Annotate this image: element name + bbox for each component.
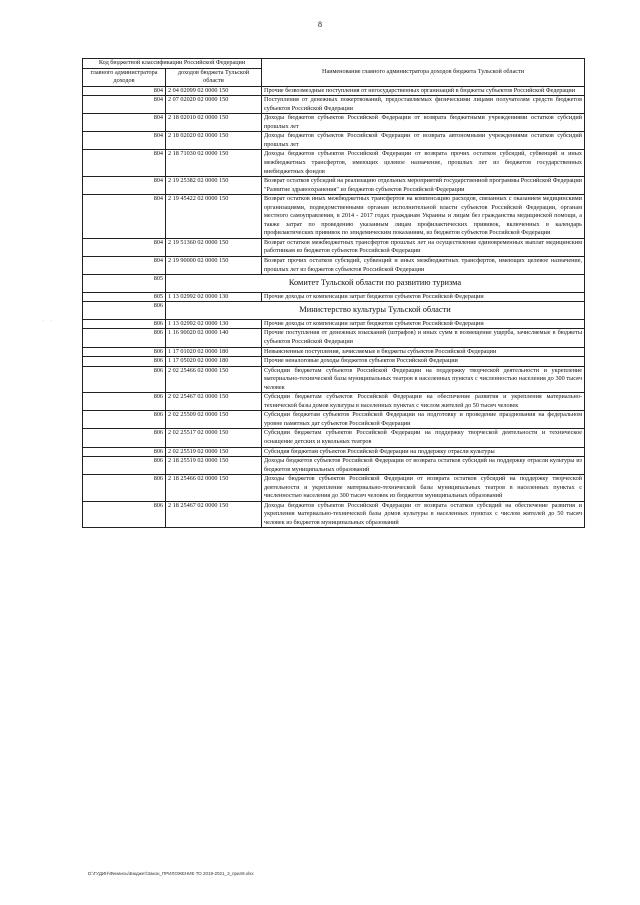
description-cell: Возврат остатков субсидий на реализацию отдельных мероприятий государственной программы Российской Федерации "Развитие здравоохранения" из бюджетов субъектов Российской Федерации [262,177,585,195]
description-cell: Возврат прочих остатков субсидий, субвенций и иных межбюджетных трансфертов, имеющих целевое назначение, прошлых лет из бюджетов субъектов Российской Федерации [262,257,585,275]
table-row [83,429,585,447]
admin-code-cell: 806 [83,329,166,347]
table-row [83,150,585,177]
revenue-table [82,58,585,528]
admin-code-cell: 804 [83,195,166,239]
description-cell: Прочие поступления от денежных взысканий (штрафов) и иных сумм в возмещение ущерба, зачисляемые в бюджеты субъектов Российской Федерации [262,329,585,347]
income-code-cell: 2 02 25467 02 0000 150 [166,393,262,411]
description-cell: Субсидия бюджетам субъектов Российской Федерации на поддержку отрасли культуры [262,447,585,457]
income-code-cell: 2 19 51360 02 0000 150 [166,238,262,256]
table-row [83,411,585,429]
description-cell: Доходы бюджетов субъектов Российской Федерации от возврата прочих остатков субсидий, субвенций и иных межбюджетных трансфертов, имеющих целевое назначение, прошлых лет из бюджетов государственных внебюджетных фондов [262,150,585,177]
income-code-cell: 2 07 02020 02 0000 150 [166,96,262,114]
description-cell: Доходы бюджетов субъектов Российской Федерации от возврата остатков субсидий на обеспечение развития и укрепления материально-технической базы домов культуры в населенных пунктах с числом жителей до 50 тысяч человек из бюджетов муниципальных образований [262,501,585,528]
income-code-cell: 2 02 25466 02 0000 150 [166,366,262,393]
section-row [83,275,585,293]
income-code-cell: 1 16 90020 02 0000 140 [166,329,262,347]
admin-code-cell: 804 [83,238,166,256]
page-number: 8 [318,20,322,29]
income-code-cell: 1 17 05020 02 0000 180 [166,357,262,367]
table-body [83,86,585,528]
income-code-cell: 2 19 45422 02 0000 150 [166,195,262,239]
description-cell: Поступления от денежных пожертвований, предоставляемых физическими лицами получателям средств бюджетов субъектов Российской Федерации [262,96,585,114]
income-code-cell: 2 18 25519 02 0000 150 [166,457,262,475]
admin-code-cell: 804 [83,96,166,114]
margin-marks: · · [42,318,52,324]
admin-code-cell: 804 [83,114,166,132]
admin-code-cell: 806 [83,357,166,367]
table-row [83,447,585,457]
income-code-cell: 2 18 25466 02 0000 150 [166,475,262,502]
table-row [83,86,585,96]
income-code-cell: 1 13 02992 02 0000 130 [166,319,262,329]
file-path-footer: D:\ГУДИН\Финансы\Бюджет\Закон_ПРИЛОЖЕНИЕ ТО 2019-2021_3_прил8.xlsx [88,871,254,876]
description-cell: Возврат остатков иных межбюджетных трансфертов на компенсацию расходов, связанных с оказанием медицинскими организациями, подведомственными органам исполнительной власти субъектов Российской Федерации, органам местного самоуправления, в 2014 - 2017 годах гражданам Украины и лицам без гражданства медицинской помощи, а также затрат по проведению указанным лицам профилактических прививок, включенных в календарь профилактических прививок по эпидемическим показаниям, из бюджетов субъектов Российской Федерации [262,195,585,239]
description-cell: Субсидии бюджетам субъектов Российской Федерации на подготовку и проведение празднования на федеральном уровне памятных дат субъектов Российской Федерации [262,411,585,429]
description-cell: Доходы бюджетов субъектов Российской Федерации от возврата остатков субсидий на поддержку отрасли культуры из бюджетов муниципальных образований [262,457,585,475]
admin-code-cell: 806 [83,319,166,329]
income-code-cell: 2 19 90000 02 0000 150 [166,257,262,275]
admin-code-cell: 804 [83,150,166,177]
description-cell: Прочие неналоговые доходы бюджетов субъектов Российской Федерации [262,357,585,367]
table-row [83,319,585,329]
table-row [83,329,585,347]
description-cell: Прочие доходы от компенсации затрат бюджетов субъектов Российской Федерации [262,319,585,329]
admin-code-cell: 806 [83,501,166,528]
table-row [83,114,585,132]
description-cell: Субсидии бюджетам субъектов Российской Федерации на поддержку творческой деятельности и техническое оснащение детских и кукольных театров [262,429,585,447]
income-code-cell: 1 17 01020 02 0000 180 [166,347,262,357]
income-code-cell: 2 18 02010 02 0000 150 [166,114,262,132]
admin-code-cell: 806 [83,366,166,393]
admin-code-cell: 806 [83,411,166,429]
table-row [83,357,585,367]
admin-code-cell: 804 [83,177,166,195]
income-code-cell: 2 19 25382 02 0000 150 [166,177,262,195]
header-budget-code: Код бюджетной классификации Российской Федерации [83,59,262,69]
table-row [83,501,585,528]
income-code-cell: 2 02 25509 02 0000 150 [166,411,262,429]
table-row [83,347,585,357]
description-cell: Субсидии бюджетам субъектов Российской Федерации на поддержку творческой деятельности и укрепление материально-технической базы муниципальных театров в населенных пунктах с численностью населения до 300 тысяч человек [262,366,585,393]
income-code-cell: 2 02 25519 02 0000 150 [166,447,262,457]
admin-code-cell: 806 [83,457,166,475]
admin-code-cell: 806 [83,447,166,457]
section-row [83,302,585,320]
admin-code-cell: 805 [83,292,166,302]
admin-code-cell: 806 [83,475,166,502]
description-cell: Доходы бюджетов субъектов Российской Федерации от возврата автономными учреждениями остатков субсидий прошлых лет [262,132,585,150]
description-cell: Доходы бюджетов субъектов Российской Федерации от возврата бюджетными учреждениями остатков субсидий прошлых лет [262,114,585,132]
table-row [83,195,585,239]
table-row [83,238,585,256]
description-cell: Невыясненные поступления, зачисляемые в бюджеты субъектов Российской Федерации [262,347,585,357]
table-row [83,475,585,502]
header-income-code: доходов бюджета Тульской области [166,68,262,86]
income-code-cell: 2 04 02099 02 0000 150 [166,86,262,96]
table-row [83,393,585,411]
description-cell: Доходы бюджетов субъектов Российской Федерации от возврата остатков субсидий на поддержку творческой деятельности и укрепление материально-технической базы муниципальных театров в населенных пунктах с численностью населения до 300 тысяч человек из бюджетов муниципальных образований [262,475,585,502]
header-admin-code: главного администратора доходов [83,68,166,86]
description-cell: Возврат остатков межбюджетных трансфертов прошлых лет на осуществление единовременных выплат медицинским работникам из бюджетов субъектов Российской Федерации [262,238,585,256]
table-row [83,96,585,114]
admin-code-cell: 805 [83,275,166,293]
income-code-cell: 2 18 02020 02 0000 150 [166,132,262,150]
admin-code-cell: 806 [83,347,166,357]
header-admin-name: Наименование главного администратора доходов бюджета Тульской области [262,59,585,87]
admin-code-cell: 804 [83,132,166,150]
table-row [83,292,585,302]
table-row [83,132,585,150]
admin-code-cell: 806 [83,393,166,411]
table-row [83,177,585,195]
description-cell: Прочие безвозмездные поступления от негосударственных организаций в бюджеты субъектов Российской Федерации [262,86,585,96]
income-code-cell: 2 02 25517 02 0000 150 [166,429,262,447]
income-code-cell: 1 13 02992 02 0000 130 [166,292,262,302]
income-code-cell: 2 18 71030 02 0000 150 [166,150,262,177]
table-row [83,366,585,393]
description-cell: Прочие доходы от компенсации затрат бюджетов субъектов Российской Федерации [262,292,585,302]
admin-code-cell: 806 [83,302,166,320]
income-code-cell: 2 18 25467 02 0000 150 [166,501,262,528]
section-title-cell: Министерство культуры Тульской области [166,302,585,320]
table-row [83,257,585,275]
admin-code-cell: 804 [83,86,166,96]
section-title-cell: Комитет Тульской области по развитию туризма [166,275,585,293]
admin-code-cell: 806 [83,429,166,447]
table-row [83,457,585,475]
description-cell: Субсидии бюджетам субъектов Российской Федерации на обеспечение развития и укрепления материально-технической базы домов культуры в населенных пунктах с числом жителей до 50 тысяч человек [262,393,585,411]
admin-code-cell: 804 [83,257,166,275]
table-header [83,59,585,87]
